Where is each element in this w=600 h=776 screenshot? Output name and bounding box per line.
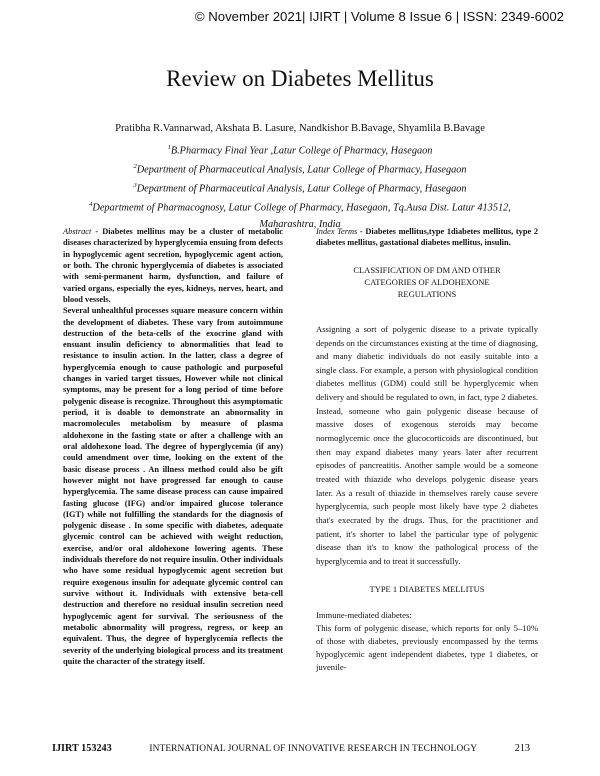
abstract-text-1: - Diabetes mellitus may be a cluster of metabolic diseases characterized by hyperglycemia ensuing from defects in hypoglycemic agent secretion, hypoglycemic agent action, or both. The chronic hyperglycemia of diabetes is associated with semi-permanent harm, dysfunction, and failure of varied organs, especially the eyes, kidneys, nerves, heart, and blood vessels. <box>63 227 283 304</box>
section-type1-text: Immune-mediated diabetes: This form of polygenic disease, which reports for only 5–10% of those with diabetes, previously encompassed by the terms hypoglycemic agent independent diabetes, type 1 diabetes, or juvenile- <box>316 610 538 673</box>
section-classification-text: Assigning a sort of polygenic disease to a private typically depends on the circumstances existing at the time of diagnosing, and many diabetic individuals do not easily suitable into a single class. For example, a person with physiological condition diabetes mellitus (GDM) could still be hyperglycemic when delivery and should be regulated to own, in fact, type 2 diabetes. Instead, someone who gain polygenic disease because of massive doses of exogenous steroids may become normoglycemic once the glucocorticoids are discontinued, but then may expand diabetes many years later after recurrent episodes of pancreatitis. Another sample would be a someone treated with thiazide who develops polygenic disease years later. As a result of thiazide in themselves rarely cause severe hyperglycemia, such people most likely have type 2 diabetes that's execrated by the drugs. Thus, for the practitioner and patient, it's shorter to label the particular type of polygenic disease than it's to know the pathological process of the hyperglycemia and to treat it successfully. <box>316 323 538 566</box>
right-column <box>316 226 538 675</box>
affiliations <box>50 140 550 232</box>
abstract-label: Abstract <box>63 227 92 236</box>
author-list: Pratibha R.Vannarwad, Akshata B. Lasure, Nandkishor B.Bavage, Shyamlila B.Bavage <box>115 123 485 134</box>
affiliation-2: $^2$Department of Pharmaceutical Analysis, Latur College of Pharmacy, Hasegaon <box>133 163 467 176</box>
index-terms-label: Index Terms <box>316 227 358 236</box>
journal-id: IJIRT 153243 <box>52 743 112 754</box>
paper-title: Review on Diabetes Mellitus <box>166 66 434 91</box>
journal-name: INTERNATIONAL JOURNAL OF INNOVATIVE RESEARCH IN TECHNOLOGY <box>149 744 478 754</box>
abstract-paragraph-2: Several unhealthful processes square measure concern within the development of diabetes. These vary from autoimmune destruction of the beta-cells of the exocrine gland with ensuant insulin deficiency to abnormalities that lead to resistance to insulin action. In the latter, class a degree of hyperglycemia enough to cause pathologic and purposeful changes in varied target tissues, However while not clinical symptoms, may be present for a long period of time before polygenic disease is recognize. Throughout this asymptomatic period, it is doable to demonstrate an abnormality in macromolecules metabolism by measure of plasma aldohexone in the fasting state or after a challenge with an oral aldohexone load. The degree of hyperglycemia (if any) could amendment over time, looking on the extent of the basic disease process . An illness method could also be gift however might not have progressed far enough to cause hyperglycemia. The same disease process can cause impaired fasting glucose (IFG) and/or impaired glucose tolerance (IGT) while not fulfilling the standards for the diagnosis of polygenic disease . In some specific with diabetes, adequate glycemic control can be achieved with weight reduction, exercise, and/or oral aldohexone lowering agents. These individuals therefore do not require insulin. Other individuals who have some residual hypoglycemic agent secretion but require exogenous insulin for adequate glycemic control can survive without it. Individuals with extensive beta-cell destruction and therefore no residual insulin secretion need hypoglycemic agent for survival. The seriousness of the metabolic abnormality will progress, regress, or keep an equivalent. Thus, the degree of hyperglycemia reflects the severity of the underlying biological process and its treatment quite the character of the strategy itself. <box>63 306 283 666</box>
index-terms <box>316 226 538 249</box>
section-heading-classification: CLASSIFICATION OF DM AND OTHER CATEGORIES OF ALDOHEXONE REGULATIONS <box>353 264 501 300</box>
journal-header: © November 2021| IJIRT | Volume 8 Issue 6 | ISSN: 2349-6002 <box>194 9 564 24</box>
section-heading-type1: TYPE 1 DIABETES MELLITUS <box>369 583 485 594</box>
affiliation-3: $^3$Department of Pharmaceutical Analysis, Latur College of Pharmacy, Hasegaon <box>133 182 467 195</box>
page-number: 213 <box>514 743 530 754</box>
index-terms-text: - Diabetes mellitus,type 1diabetes mellitus, type 2 diabetes mellitus, gastational diabetes mellitus, insulin. <box>316 227 539 248</box>
left-column <box>63 226 283 667</box>
affiliation-4-continued: Maharashtra, India <box>259 218 341 230</box>
affiliation-1: $^1$B.Pharmacy Final Year ,Latur College of Pharmacy, Hasegaon <box>167 144 433 157</box>
abstract-paragraph-1 <box>63 226 283 305</box>
page-footer <box>52 743 530 754</box>
affiliation-4: $^4$Departmemt of Pharmacognosy, Latur College of Pharmacy, Hasegaon, Tq.Ausa Dist. Latur 413512, <box>89 201 511 214</box>
